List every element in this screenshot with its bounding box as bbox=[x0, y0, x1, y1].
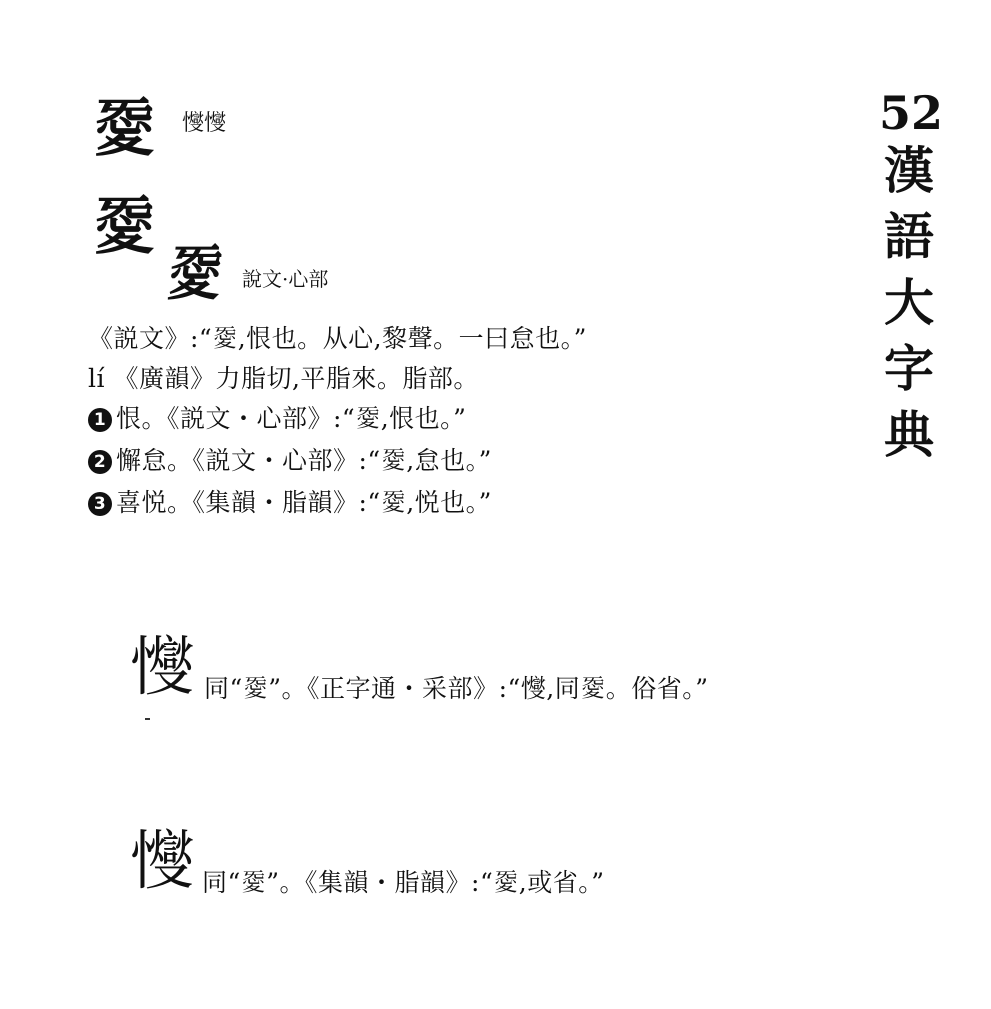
sense-text: 懈怠。《説文・心部》:“𢙴,怠也。” bbox=[116, 446, 492, 475]
entry-definition: 同“𢙴”。《集韻・脂韻》:“𢙴,或省。” bbox=[202, 868, 605, 897]
seal-source: 說文·心部 bbox=[242, 267, 329, 291]
sense-1 bbox=[88, 404, 466, 434]
sense-text: 喜悦。《集韻・脂韻》:“𢙴,悦也。” bbox=[116, 488, 492, 517]
page-number: 52 bbox=[879, 86, 944, 140]
seal-script-glyph: 𢙴 bbox=[163, 238, 227, 310]
entry-definition: 同“𢙴”。《正字通・采部》:“㦪,同𢙴。俗省。” bbox=[204, 674, 709, 703]
print-speck bbox=[145, 718, 150, 720]
book-title: 漢語大字典 bbox=[884, 141, 934, 464]
sense-marker: 3 bbox=[88, 492, 112, 516]
sense-3 bbox=[88, 488, 492, 518]
running-header bbox=[879, 86, 944, 468]
entry-headword: 㦪 bbox=[130, 631, 194, 705]
headword-variants: 㦪㦪 bbox=[182, 111, 227, 136]
headword-repeat: 𢙴 bbox=[92, 190, 156, 265]
etymology-line: 《説文》:“𢙴,恨也。从心,黎聲。一曰怠也。” bbox=[88, 324, 587, 353]
headword: 𢙴 bbox=[92, 92, 156, 167]
sense-text: 恨。《説文・心部》:“𢙴,恨也。” bbox=[116, 404, 467, 433]
pronunciation-line: lí 《廣韻》力脂切,平脂來。脂部。 bbox=[88, 364, 479, 393]
entry-headword: 㦪 bbox=[130, 825, 194, 899]
sense-2 bbox=[88, 446, 492, 476]
sense-marker: 1 bbox=[88, 408, 112, 432]
sense-marker: 2 bbox=[88, 450, 112, 474]
